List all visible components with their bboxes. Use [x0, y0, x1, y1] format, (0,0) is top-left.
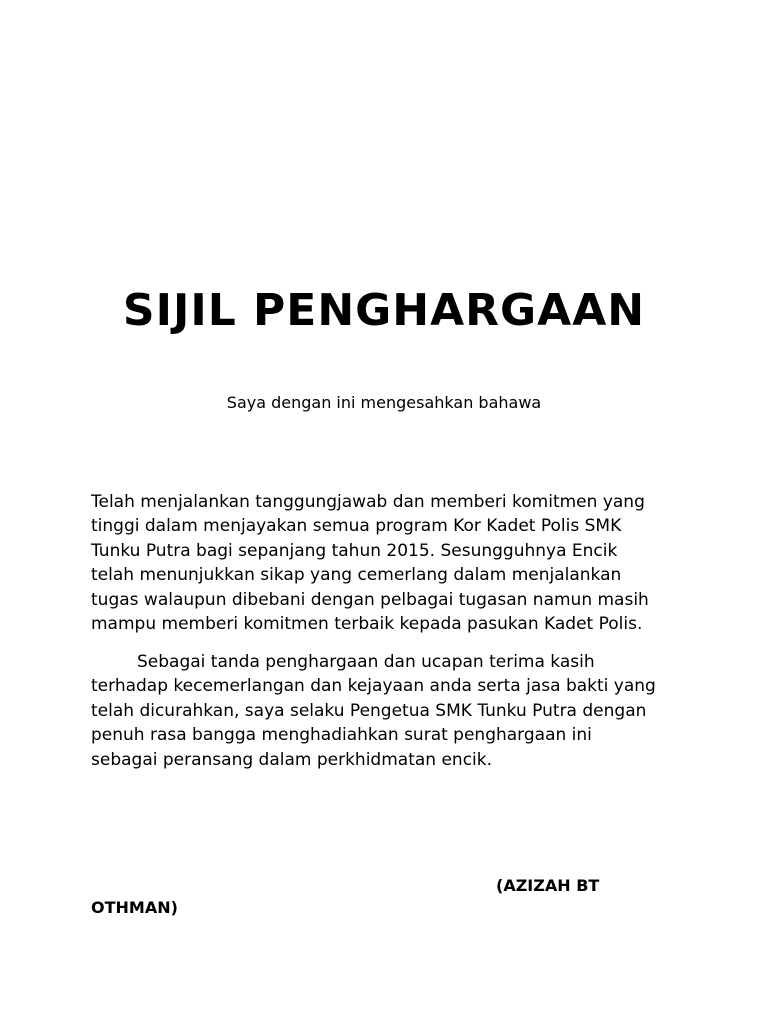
paragraph-line: telah menunjukkan sikap yang cemerlang dalam menjalankan	[91, 565, 622, 586]
body-paragraph-2	[91, 650, 691, 772]
paragraph-line: tinggi dalam menjayakan semua program Kor Kadet Polis SMK	[91, 516, 622, 537]
paragraph-line: mampu memberi komitmen terbaik kepada pasukan Kadet Polis.	[91, 614, 643, 635]
body-paragraph-1	[91, 490, 691, 636]
paragraph-line: Sebagai tanda penghargaan dan ucapan terima kasih	[137, 652, 595, 672]
signer-name-line-2: OTHMAN)	[91, 898, 178, 917]
paragraph-line: telah dicurahkan, saya selaku Pengetua SMK Tunku Putra dengan	[91, 700, 647, 721]
paragraph-line: penuh rasa bangga menghadiahkan surat penghargaan ini	[91, 725, 592, 746]
certificate-subtitle: Saya dengan ini mengesahkan bahawa	[226, 393, 542, 412]
certificate-title: SIJIL PENGHARGAAN	[122, 285, 646, 336]
paragraph-line: Tunku Putra bagi sepanjang tahun 2015. Sesungguhnya Encik	[91, 540, 618, 561]
paragraph-line: sebagai peransang dalam perkhidmatan encik.	[91, 749, 493, 770]
signer-name-line-1: (AZIZAH BT	[496, 876, 600, 895]
paragraph-line: Telah menjalankan tanggungjawab dan memberi komitmen yang	[91, 492, 645, 512]
paragraph-line: tugas walaupun dibebani dengan pelbagai tugasan namun masih	[91, 589, 649, 610]
paragraph-line: terhadap kecemerlangan dan kejayaan anda serta jasa bakti yang	[91, 676, 656, 697]
